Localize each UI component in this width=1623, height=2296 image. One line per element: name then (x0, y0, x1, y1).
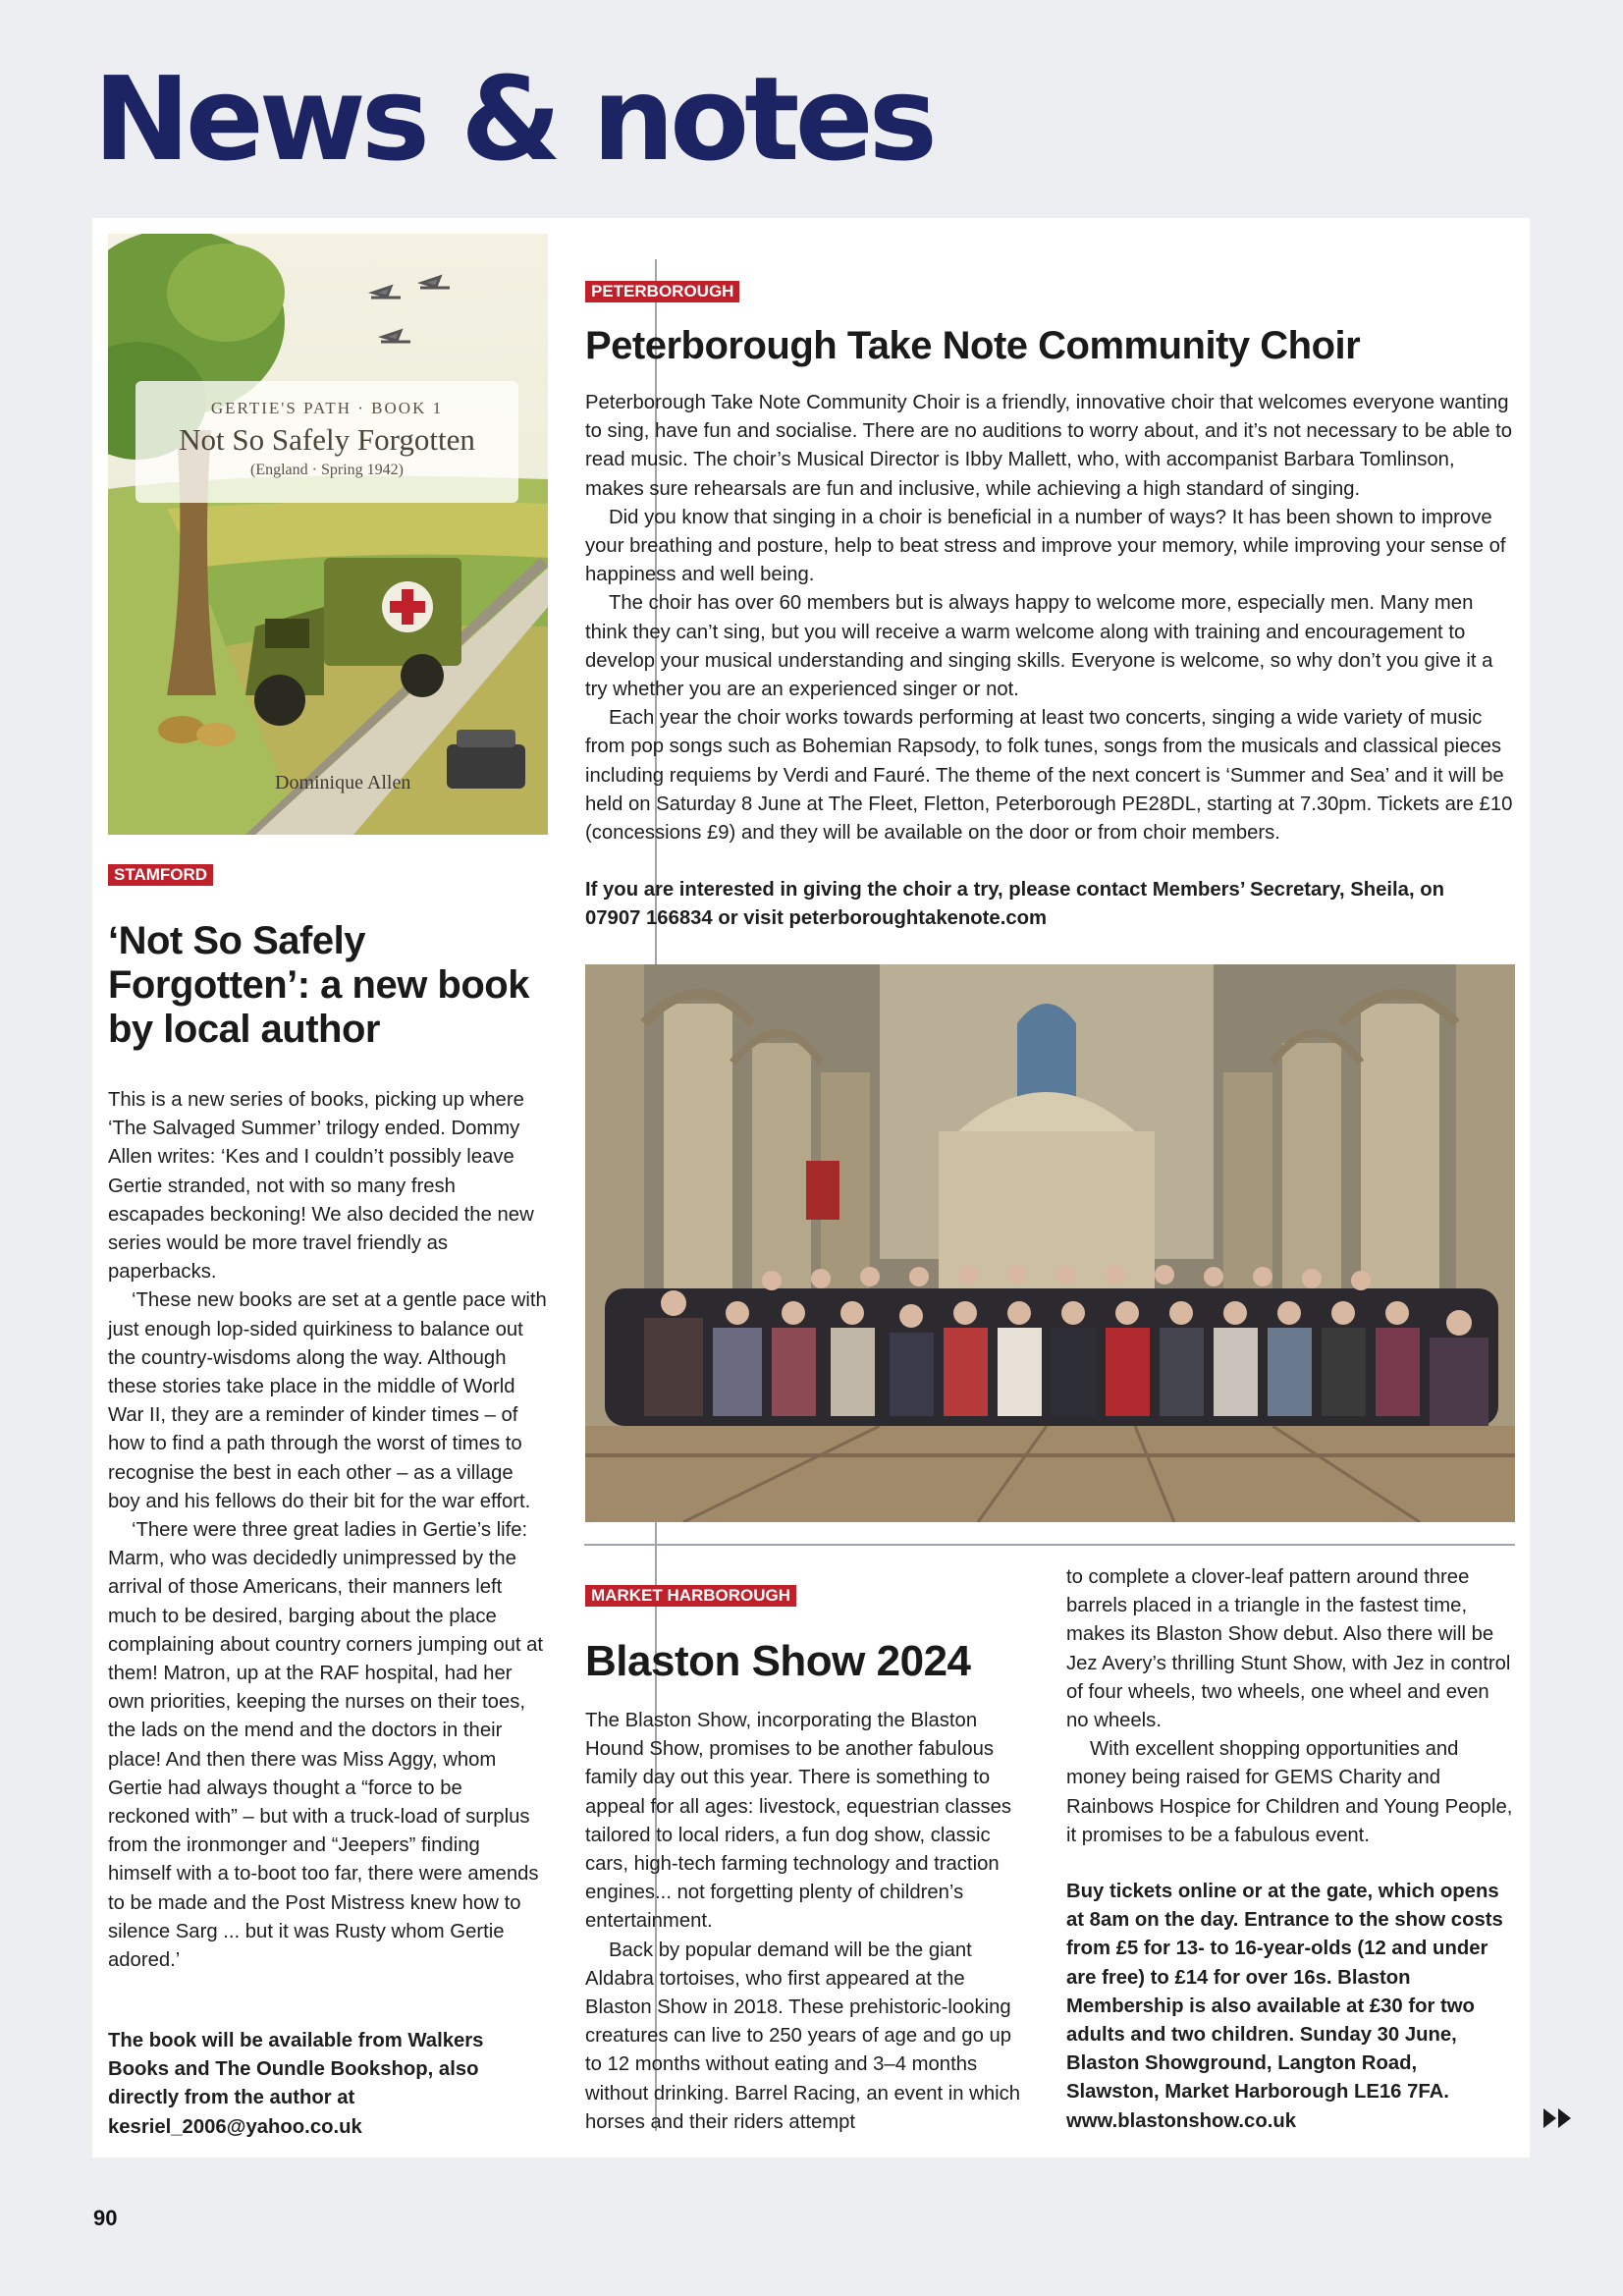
peterborough-body (585, 389, 1516, 847)
stamford-paragraph: This is a new series of books, picking up where ‘The Salvaged Summer’ trilogy ended. Dommy Allen writes: ‘Kes and I couldn’t possibly leave Gertie stranded, not with so many fresh escapades beckoning! We also decided the new series would be more travel friendly as paperbacks. (108, 1089, 534, 1284)
continue-arrow-icon (1543, 2108, 1573, 2128)
choir-photo-illustration (585, 964, 1515, 1522)
book-cover-image (108, 234, 548, 835)
peterborough-paragraph: Each year the choir works towards performing at least two concerts, singing a wide variety of music from pop songs such as Bohemian Rapsody, to folk tunes, songs from the musicals and classical pieces including requiems by Verdi and Fauré. The theme of the next concert is ‘Summer and Sea’ and it will be held on Saturday 8 June at The Fleet, Fletton, Peterborough PE28DL, starting at 7.30pm. Tickets are £10 (concessions £9) and they will be available on the door or from choir members. (585, 707, 1513, 845)
blaston-tag: MARKET HARBOROUGH (585, 1585, 796, 1607)
peterborough-headline: Peterborough Take Note Community Choir (585, 324, 1361, 367)
page-number: 90 (93, 2206, 118, 2230)
blaston-body-col1 (585, 1707, 1032, 2137)
content-panel (92, 218, 1530, 2158)
cover-title-banner (135, 381, 518, 503)
section-divider (584, 1544, 1515, 1546)
page-title: News & notes (93, 51, 933, 187)
blaston-ticket-info: Buy tickets online or at the gate, which opens at 8am on the day. Entrance to the show costs from £5 for 13- to 16-year-olds (12 and under are free) to £14 for over 16s. Blaston Membership is also available at £30 for two adults and two children. Sunday 30 June, Blaston Showground, Langton Road, Slawston, Market Harborough LE16 7FA. www.blastonshow.co.uk (1066, 1881, 1503, 2132)
cover-series-label: GERTIE'S PATH · BOOK 1 (210, 399, 444, 417)
peterborough-contact: If you are interested in giving the choir a try, please contact Members’ Secretary, Sheila, on 07907 166834 or visit peterboroughtakenote.com (585, 879, 1445, 930)
blaston-headline: Blaston Show 2024 (585, 1637, 971, 1685)
blaston-paragraph: With excellent shopping opportunities and money being raised for GEMS Charity and Rainbows Hospice for Children and Young People, it promises to be a fabulous event. (1066, 1738, 1513, 1846)
cover-subtitle: (England · Spring 1942) (250, 462, 404, 478)
peterborough-paragraph: Did you know that singing in a choir is beneficial in a number of ways? It has been shown to improve your breathing and posture, help to beat stress and improve your memory, while improving your sense of happiness and well being. (585, 506, 1506, 586)
book-cover-illustration (108, 234, 548, 835)
blaston-body-col2 (1066, 1563, 1513, 1850)
blaston-paragraph: Back by popular demand will be the giant Aldabra tortoises, who first appeared at the Blaston Show in 2018. These prehistoric-looking creatures can live to 250 years of age and go up to 12 months without eating and 3–4 months without drinking. Barrel Racing, an event in which horses and their riders attempt (585, 1939, 1021, 2133)
stamford-headline: ‘Not So Safely Forgotten’: a new book by local author (108, 919, 529, 1051)
blaston-paragraph: The Blaston Show, incorporating the Blaston Hound Show, promises to be another fabulous family day out this year. There is something to appeal for all ages: livestock, equestrian classes tailored to local riders, a fun dog show, classic cars, high-tech farming technology and traction engines... not forgetting plenty of children’s entertainment. (585, 1710, 1012, 1933)
peterborough-paragraph: The choir has over 60 members but is always happy to welcome more, especially men. Many men think they can’t sing, but you will receive a warm welcome along with training and encouragement to develop your musical understanding and singing skills. Everyone is welcome, so why don’t you give it a try whether you are an experienced singer or not. (585, 592, 1493, 701)
stamford-availability: The book will be available from Walkers Books and The Oundle Bookshop, also directly from the author at kesriel_2006@yahoo.co.uk (108, 2030, 484, 2138)
peterborough-paragraph: Peterborough Take Note Community Choir is a friendly, innovative choir that welcomes everyone wanting to sing, have fun and socialise. There are no auditions to worry about, and it’s not necessary to be able to read music. The choir’s Musical Director is Ibby Mallett, who, with accompanist Barbara Tomlinson, makes sure rehearsals are fun and inclusive, while achieving a high standard of singing. (585, 392, 1513, 500)
peterborough-tag: PETERBOROUGH (585, 281, 739, 302)
stamford-tag: STAMFORD (108, 864, 213, 886)
cover-title: Not So Safely Forgotten (179, 422, 475, 457)
stamford-body (108, 1086, 548, 1975)
stamford-paragraph: ‘There were three great ladies in Gertie’s life: Marm, who was decidedly unimpressed by the arrival of those Americans, their manners left much to be desired, barging about the place complaining about country corners jumping out at them! Matron, up at the RAF hospital, had her own priorities, keeping the nurses on their toes, the lads on the mend and the doctors in their place! And then there was Miss Aggy, whom Gertie had always thought a “force to be reckoned with” – but with a truck-load of surplus from the ironmonger and “Jeepers” finding himself with a to-boot too far, there were amends to be made and the Post Mistress knew how to silence Sarg ... but it was Rusty whom Gertie adored.’ (108, 1519, 544, 1972)
cover-author: Dominique Allen (275, 772, 411, 793)
stamford-paragraph: ‘These new books are set at a gentle pace with just enough lop-sided quirkiness to balance out the country-wisdoms along the way. Although these stories take place in the middle of World War II, they are a reminder of kinder times – of how to find a path through the worst of times to recognise the best in each other – as a village boy and his fellows do their bit for the war effort. (108, 1289, 547, 1512)
choir-cathedral-photo (585, 964, 1515, 1522)
blaston-paragraph: to complete a clover-leaf pattern around three barrels placed in a triangle in the fastest time, makes its Blaston Show debut. Also there will be Jez Avery’s thrilling Stunt Show, with Jez in control of four wheels, two wheels, one wheel and even no wheels. (1066, 1566, 1511, 1732)
